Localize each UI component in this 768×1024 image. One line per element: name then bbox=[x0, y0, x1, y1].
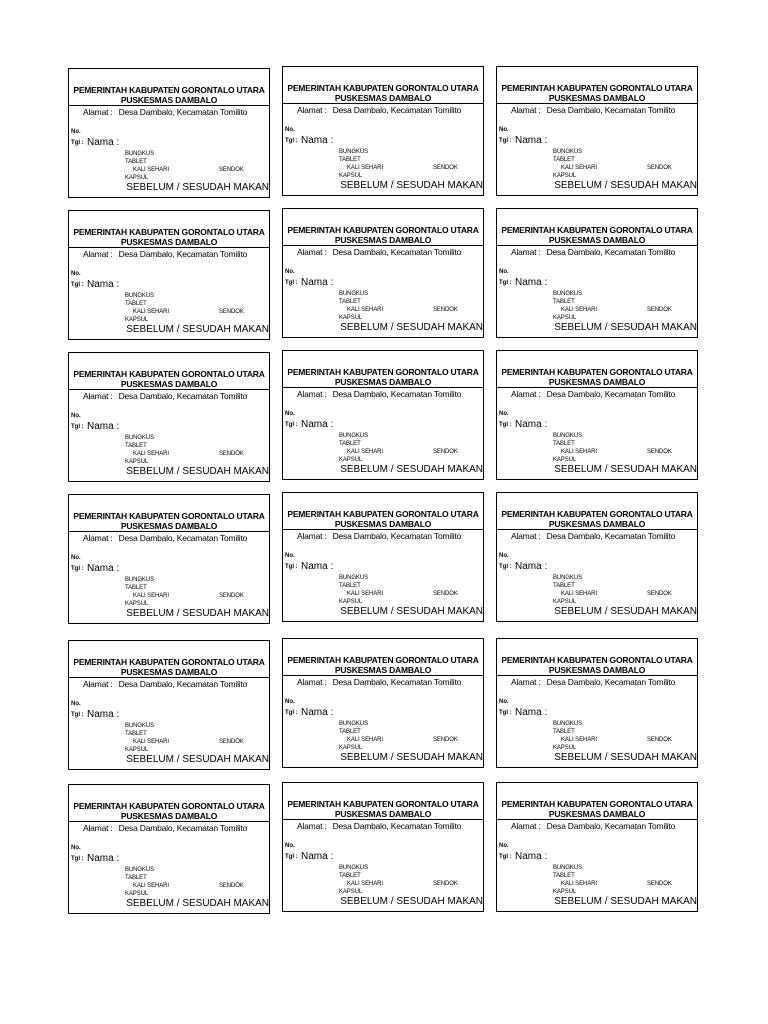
meal-time-text: SEBELUM / SESUDAH MAKAN bbox=[554, 322, 697, 333]
clinic-name: PUSKESMAS DAMBALO bbox=[334, 93, 432, 103]
times-per-day-text: KALI SEHARI bbox=[347, 307, 383, 313]
times-per-day-text: KALI SEHARI bbox=[561, 307, 597, 313]
times-per-day-text: KALI SEHARI bbox=[561, 881, 597, 887]
clinic-name: PUSKESMAS DAMBALO bbox=[548, 519, 646, 529]
date-label: Tgl : bbox=[71, 566, 84, 572]
address-line bbox=[511, 821, 675, 831]
capsule-text: KAPSUL bbox=[125, 317, 149, 323]
medicine-label bbox=[68, 494, 270, 624]
number-label: No. bbox=[499, 127, 509, 133]
patient-name-label: Nama : bbox=[87, 421, 120, 432]
address-label: Alamat : bbox=[511, 531, 541, 541]
meal-time-text: SEBELUM / SESUDAH MAKAN bbox=[554, 606, 697, 617]
header-divider bbox=[283, 529, 483, 530]
medicine-label bbox=[282, 66, 484, 196]
number-label: No. bbox=[285, 553, 295, 559]
header-divider bbox=[69, 821, 269, 822]
tablet-text: TABLET bbox=[125, 585, 147, 591]
medicine-label bbox=[496, 66, 698, 196]
tablet-text: TABLET bbox=[125, 875, 147, 881]
spoon-text: SENDOK bbox=[433, 307, 458, 313]
patient-name-label: Nama : bbox=[87, 279, 120, 290]
capsule-text: KAPSUL bbox=[339, 173, 363, 179]
capsule-text: KAPSUL bbox=[125, 747, 149, 753]
medicine-label bbox=[282, 208, 484, 338]
date-label: Tgl : bbox=[71, 140, 84, 146]
address-value: Desa Dambalo, Kecamatan Tomilito bbox=[546, 389, 676, 399]
medicine-label bbox=[282, 350, 484, 480]
address-value: Desa Dambalo, Kecamatan Tomilito bbox=[118, 249, 248, 259]
medicine-label bbox=[496, 350, 698, 480]
patient-name-label: Nama : bbox=[301, 135, 334, 146]
number-label: No. bbox=[71, 701, 81, 707]
header-divider bbox=[69, 247, 269, 248]
date-label: Tgl : bbox=[285, 422, 298, 428]
bungkus-text: BUNGKUS bbox=[125, 435, 154, 441]
spoon-text: SENDOK bbox=[433, 591, 458, 597]
number-label: No. bbox=[499, 843, 509, 849]
address-line bbox=[83, 391, 247, 401]
medicine-label bbox=[496, 782, 698, 912]
date-label: Tgl : bbox=[285, 564, 298, 570]
times-per-day-text: KALI SEHARI bbox=[347, 165, 383, 171]
patient-name-label: Nama : bbox=[515, 851, 548, 862]
meal-time-text: SEBELUM / SESUDAH MAKAN bbox=[554, 752, 697, 763]
capsule-text: KAPSUL bbox=[553, 173, 577, 179]
date-label: Tgl : bbox=[71, 424, 84, 430]
address-label: Alamat : bbox=[511, 389, 541, 399]
number-label: No. bbox=[499, 699, 509, 705]
medicine-label bbox=[282, 638, 484, 768]
address-label: Alamat : bbox=[511, 247, 541, 257]
meal-time-text: SEBELUM / SESUDAH MAKAN bbox=[340, 606, 483, 617]
clinic-name: PUSKESMAS DAMBALO bbox=[334, 665, 432, 675]
medicine-label bbox=[282, 492, 484, 622]
patient-name-label: Nama : bbox=[515, 419, 548, 430]
address-value: Desa Dambalo, Kecamatan Tomilito bbox=[332, 677, 462, 687]
medicine-label bbox=[68, 68, 270, 198]
number-label: No. bbox=[285, 269, 295, 275]
medicine-label bbox=[496, 492, 698, 622]
times-per-day-text: KALI SEHARI bbox=[561, 165, 597, 171]
capsule-text: KAPSUL bbox=[339, 745, 363, 751]
address-label: Alamat : bbox=[83, 823, 113, 833]
capsule-text: KAPSUL bbox=[339, 457, 363, 463]
times-per-day-text: KALI SEHARI bbox=[347, 591, 383, 597]
number-label: No. bbox=[71, 129, 81, 135]
header-divider bbox=[497, 675, 697, 676]
government-name: PEMERINTAH KABUPATEN GORONTALO UTARA bbox=[287, 225, 479, 235]
address-line bbox=[297, 821, 461, 831]
tablet-text: TABLET bbox=[339, 729, 361, 735]
header-divider bbox=[283, 387, 483, 388]
number-label: No. bbox=[71, 555, 81, 561]
address-line bbox=[297, 389, 461, 399]
tablet-text: TABLET bbox=[553, 873, 575, 879]
meal-time-text: SEBELUM / SESUDAH MAKAN bbox=[340, 322, 483, 333]
spoon-text: SENDOK bbox=[647, 737, 672, 743]
meal-time-text: SEBELUM / SESUDAH MAKAN bbox=[554, 464, 697, 475]
clinic-name: PUSKESMAS DAMBALO bbox=[548, 809, 646, 819]
capsule-text: KAPSUL bbox=[553, 599, 577, 605]
government-name: PEMERINTAH KABUPATEN GORONTALO UTARA bbox=[501, 367, 693, 377]
address-label: Alamat : bbox=[83, 391, 113, 401]
patient-name-label: Nama : bbox=[301, 561, 334, 572]
bungkus-text: BUNGKUS bbox=[125, 151, 154, 157]
tablet-text: TABLET bbox=[125, 443, 147, 449]
address-label: Alamat : bbox=[83, 249, 113, 259]
address-line bbox=[83, 679, 247, 689]
meal-time-text: SEBELUM / SESUDAH MAKAN bbox=[340, 752, 483, 763]
header-divider bbox=[497, 103, 697, 104]
government-name: PEMERINTAH KABUPATEN GORONTALO UTARA bbox=[73, 227, 265, 237]
address-value: Desa Dambalo, Kecamatan Tomilito bbox=[118, 679, 248, 689]
bungkus-text: BUNGKUS bbox=[339, 721, 368, 727]
address-label: Alamat : bbox=[511, 821, 541, 831]
tablet-text: TABLET bbox=[125, 731, 147, 737]
address-value: Desa Dambalo, Kecamatan Tomilito bbox=[118, 823, 248, 833]
address-value: Desa Dambalo, Kecamatan Tomilito bbox=[546, 677, 676, 687]
capsule-text: KAPSUL bbox=[125, 175, 149, 181]
times-per-day-text: KALI SEHARI bbox=[133, 593, 169, 599]
medicine-label bbox=[496, 638, 698, 768]
spoon-text: SENDOK bbox=[647, 881, 672, 887]
clinic-name: PUSKESMAS DAMBALO bbox=[120, 521, 218, 531]
tablet-text: TABLET bbox=[339, 299, 361, 305]
medicine-label bbox=[282, 782, 484, 912]
number-label: No. bbox=[499, 269, 509, 275]
clinic-name: PUSKESMAS DAMBALO bbox=[548, 377, 646, 387]
meal-time-text: SEBELUM / SESUDAH MAKAN bbox=[340, 896, 483, 907]
spoon-text: SENDOK bbox=[433, 165, 458, 171]
spoon-text: SENDOK bbox=[647, 591, 672, 597]
header-divider bbox=[69, 677, 269, 678]
tablet-text: TABLET bbox=[553, 441, 575, 447]
government-name: PEMERINTAH KABUPATEN GORONTALO UTARA bbox=[73, 85, 265, 95]
tablet-text: TABLET bbox=[553, 729, 575, 735]
times-per-day-text: KALI SEHARI bbox=[561, 591, 597, 597]
bungkus-text: BUNGKUS bbox=[339, 433, 368, 439]
clinic-name: PUSKESMAS DAMBALO bbox=[548, 235, 646, 245]
spoon-text: SENDOK bbox=[647, 449, 672, 455]
government-name: PEMERINTAH KABUPATEN GORONTALO UTARA bbox=[501, 225, 693, 235]
address-label: Alamat : bbox=[83, 679, 113, 689]
government-name: PEMERINTAH KABUPATEN GORONTALO UTARA bbox=[501, 509, 693, 519]
medicine-label bbox=[68, 352, 270, 482]
meal-time-text: SEBELUM / SESUDAH MAKAN bbox=[126, 182, 269, 193]
government-name: PEMERINTAH KABUPATEN GORONTALO UTARA bbox=[501, 655, 693, 665]
clinic-name: PUSKESMAS DAMBALO bbox=[334, 809, 432, 819]
tablet-text: TABLET bbox=[339, 441, 361, 447]
patient-name-label: Nama : bbox=[515, 707, 548, 718]
bungkus-text: BUNGKUS bbox=[339, 865, 368, 871]
spoon-text: SENDOK bbox=[219, 167, 244, 173]
bungkus-text: BUNGKUS bbox=[339, 149, 368, 155]
address-label: Alamat : bbox=[511, 105, 541, 115]
times-per-day-text: KALI SEHARI bbox=[347, 449, 383, 455]
clinic-name: PUSKESMAS DAMBALO bbox=[334, 377, 432, 387]
meal-time-text: SEBELUM / SESUDAH MAKAN bbox=[126, 466, 269, 477]
address-label: Alamat : bbox=[83, 533, 113, 543]
date-label: Tgl : bbox=[285, 854, 298, 860]
date-label: Tgl : bbox=[71, 856, 84, 862]
spoon-text: SENDOK bbox=[219, 739, 244, 745]
patient-name-label: Nama : bbox=[515, 561, 548, 572]
clinic-name: PUSKESMAS DAMBALO bbox=[334, 235, 432, 245]
times-per-day-text: KALI SEHARI bbox=[561, 449, 597, 455]
patient-name-label: Nama : bbox=[515, 135, 548, 146]
tablet-text: TABLET bbox=[125, 301, 147, 307]
patient-name-label: Nama : bbox=[515, 277, 548, 288]
date-label: Tgl : bbox=[285, 710, 298, 716]
spoon-text: SENDOK bbox=[433, 449, 458, 455]
government-name: PEMERINTAH KABUPATEN GORONTALO UTARA bbox=[501, 799, 693, 809]
bungkus-text: BUNGKUS bbox=[553, 433, 582, 439]
capsule-text: KAPSUL bbox=[339, 599, 363, 605]
date-label: Tgl : bbox=[499, 280, 512, 286]
address-line bbox=[297, 677, 461, 687]
capsule-text: KAPSUL bbox=[553, 889, 577, 895]
address-value: Desa Dambalo, Kecamatan Tomilito bbox=[118, 391, 248, 401]
capsule-text: KAPSUL bbox=[125, 601, 149, 607]
capsule-text: KAPSUL bbox=[339, 889, 363, 895]
bungkus-text: BUNGKUS bbox=[125, 867, 154, 873]
header-divider bbox=[69, 531, 269, 532]
clinic-name: PUSKESMAS DAMBALO bbox=[548, 665, 646, 675]
times-per-day-text: KALI SEHARI bbox=[347, 737, 383, 743]
spoon-text: SENDOK bbox=[647, 165, 672, 171]
address-line bbox=[297, 105, 461, 115]
number-label: No. bbox=[285, 843, 295, 849]
address-line bbox=[297, 247, 461, 257]
address-line bbox=[83, 107, 247, 117]
address-value: Desa Dambalo, Kecamatan Tomilito bbox=[546, 531, 676, 541]
number-label: No. bbox=[285, 699, 295, 705]
capsule-text: KAPSUL bbox=[553, 315, 577, 321]
tablet-text: TABLET bbox=[339, 873, 361, 879]
capsule-text: KAPSUL bbox=[553, 745, 577, 751]
number-label: No. bbox=[499, 411, 509, 417]
date-label: Tgl : bbox=[499, 854, 512, 860]
address-value: Desa Dambalo, Kecamatan Tomilito bbox=[546, 105, 676, 115]
date-label: Tgl : bbox=[499, 422, 512, 428]
patient-name-label: Nama : bbox=[87, 853, 120, 864]
header-divider bbox=[69, 105, 269, 106]
meal-time-text: SEBELUM / SESUDAH MAKAN bbox=[126, 324, 269, 335]
bungkus-text: BUNGKUS bbox=[553, 721, 582, 727]
government-name: PEMERINTAH KABUPATEN GORONTALO UTARA bbox=[73, 657, 265, 667]
spoon-text: SENDOK bbox=[219, 593, 244, 599]
spoon-text: SENDOK bbox=[219, 451, 244, 457]
address-value: Desa Dambalo, Kecamatan Tomilito bbox=[332, 105, 462, 115]
address-value: Desa Dambalo, Kecamatan Tomilito bbox=[118, 533, 248, 543]
address-line bbox=[297, 531, 461, 541]
date-label: Tgl : bbox=[285, 138, 298, 144]
tablet-text: TABLET bbox=[339, 583, 361, 589]
address-line bbox=[83, 249, 247, 259]
meal-time-text: SEBELUM / SESUDAH MAKAN bbox=[340, 180, 483, 191]
header-divider bbox=[283, 103, 483, 104]
government-name: PEMERINTAH KABUPATEN GORONTALO UTARA bbox=[73, 801, 265, 811]
clinic-name: PUSKESMAS DAMBALO bbox=[120, 667, 218, 677]
patient-name-label: Nama : bbox=[301, 707, 334, 718]
clinic-name: PUSKESMAS DAMBALO bbox=[334, 519, 432, 529]
address-label: Alamat : bbox=[83, 107, 113, 117]
bungkus-text: BUNGKUS bbox=[339, 291, 368, 297]
bungkus-text: BUNGKUS bbox=[339, 575, 368, 581]
date-label: Tgl : bbox=[499, 710, 512, 716]
tablet-text: TABLET bbox=[125, 159, 147, 165]
bungkus-text: BUNGKUS bbox=[553, 149, 582, 155]
address-line bbox=[83, 533, 247, 543]
date-label: Tgl : bbox=[285, 280, 298, 286]
header-divider bbox=[497, 245, 697, 246]
date-label: Tgl : bbox=[71, 712, 84, 718]
bungkus-text: BUNGKUS bbox=[125, 293, 154, 299]
tablet-text: TABLET bbox=[553, 299, 575, 305]
header-divider bbox=[497, 529, 697, 530]
address-value: Desa Dambalo, Kecamatan Tomilito bbox=[332, 389, 462, 399]
medicine-label bbox=[68, 640, 270, 770]
patient-name-label: Nama : bbox=[87, 137, 120, 148]
tablet-text: TABLET bbox=[553, 157, 575, 163]
times-per-day-text: KALI SEHARI bbox=[561, 737, 597, 743]
capsule-text: KAPSUL bbox=[125, 891, 149, 897]
address-line bbox=[511, 677, 675, 687]
times-per-day-text: KALI SEHARI bbox=[133, 167, 169, 173]
address-line bbox=[511, 389, 675, 399]
meal-time-text: SEBELUM / SESUDAH MAKAN bbox=[126, 754, 269, 765]
patient-name-label: Nama : bbox=[301, 277, 334, 288]
date-label: Tgl : bbox=[499, 138, 512, 144]
medicine-label bbox=[496, 208, 698, 338]
number-label: No. bbox=[285, 127, 295, 133]
address-label: Alamat : bbox=[297, 821, 327, 831]
government-name: PEMERINTAH KABUPATEN GORONTALO UTARA bbox=[287, 509, 479, 519]
address-value: Desa Dambalo, Kecamatan Tomilito bbox=[332, 247, 462, 257]
tablet-text: TABLET bbox=[553, 583, 575, 589]
header-divider bbox=[497, 387, 697, 388]
capsule-text: KAPSUL bbox=[339, 315, 363, 321]
patient-name-label: Nama : bbox=[87, 709, 120, 720]
government-name: PEMERINTAH KABUPATEN GORONTALO UTARA bbox=[73, 511, 265, 521]
header-divider bbox=[497, 819, 697, 820]
number-label: No. bbox=[499, 553, 509, 559]
bungkus-text: BUNGKUS bbox=[553, 291, 582, 297]
meal-time-text: SEBELUM / SESUDAH MAKAN bbox=[126, 898, 269, 909]
medicine-label bbox=[68, 784, 270, 914]
address-value: Desa Dambalo, Kecamatan Tomilito bbox=[332, 821, 462, 831]
number-label: No. bbox=[285, 411, 295, 417]
government-name: PEMERINTAH KABUPATEN GORONTALO UTARA bbox=[287, 799, 479, 809]
government-name: PEMERINTAH KABUPATEN GORONTALO UTARA bbox=[287, 83, 479, 93]
address-value: Desa Dambalo, Kecamatan Tomilito bbox=[118, 107, 248, 117]
government-name: PEMERINTAH KABUPATEN GORONTALO UTARA bbox=[287, 655, 479, 665]
meal-time-text: SEBELUM / SESUDAH MAKAN bbox=[340, 464, 483, 475]
spoon-text: SENDOK bbox=[433, 737, 458, 743]
meal-time-text: SEBELUM / SESUDAH MAKAN bbox=[554, 896, 697, 907]
address-value: Desa Dambalo, Kecamatan Tomilito bbox=[332, 531, 462, 541]
bungkus-text: BUNGKUS bbox=[553, 865, 582, 871]
number-label: No. bbox=[71, 845, 81, 851]
address-line bbox=[83, 823, 247, 833]
address-label: Alamat : bbox=[511, 677, 541, 687]
number-label: No. bbox=[71, 413, 81, 419]
header-divider bbox=[283, 245, 483, 246]
times-per-day-text: KALI SEHARI bbox=[133, 883, 169, 889]
clinic-name: PUSKESMAS DAMBALO bbox=[548, 93, 646, 103]
patient-name-label: Nama : bbox=[301, 851, 334, 862]
clinic-name: PUSKESMAS DAMBALO bbox=[120, 811, 218, 821]
header-divider bbox=[283, 819, 483, 820]
address-label: Alamat : bbox=[297, 247, 327, 257]
spoon-text: SENDOK bbox=[647, 307, 672, 313]
date-label: Tgl : bbox=[71, 282, 84, 288]
clinic-name: PUSKESMAS DAMBALO bbox=[120, 237, 218, 247]
patient-name-label: Nama : bbox=[301, 419, 334, 430]
bungkus-text: BUNGKUS bbox=[125, 723, 154, 729]
date-label: Tgl : bbox=[499, 564, 512, 570]
address-label: Alamat : bbox=[297, 105, 327, 115]
medicine-label bbox=[68, 210, 270, 340]
meal-time-text: SEBELUM / SESUDAH MAKAN bbox=[554, 180, 697, 191]
bungkus-text: BUNGKUS bbox=[125, 577, 154, 583]
address-line bbox=[511, 531, 675, 541]
address-value: Desa Dambalo, Kecamatan Tomilito bbox=[546, 247, 676, 257]
times-per-day-text: KALI SEHARI bbox=[133, 309, 169, 315]
bungkus-text: BUNGKUS bbox=[553, 575, 582, 581]
government-name: PEMERINTAH KABUPATEN GORONTALO UTARA bbox=[287, 367, 479, 377]
header-divider bbox=[283, 675, 483, 676]
capsule-text: KAPSUL bbox=[125, 459, 149, 465]
number-label: No. bbox=[71, 271, 81, 277]
government-name: PEMERINTAH KABUPATEN GORONTALO UTARA bbox=[501, 83, 693, 93]
spoon-text: SENDOK bbox=[219, 309, 244, 315]
address-line bbox=[511, 105, 675, 115]
tablet-text: TABLET bbox=[339, 157, 361, 163]
address-label: Alamat : bbox=[297, 531, 327, 541]
times-per-day-text: KALI SEHARI bbox=[133, 451, 169, 457]
government-name: PEMERINTAH KABUPATEN GORONTALO UTARA bbox=[73, 369, 265, 379]
address-label: Alamat : bbox=[297, 677, 327, 687]
meal-time-text: SEBELUM / SESUDAH MAKAN bbox=[126, 608, 269, 619]
spoon-text: SENDOK bbox=[433, 881, 458, 887]
clinic-name: PUSKESMAS DAMBALO bbox=[120, 379, 218, 389]
patient-name-label: Nama : bbox=[87, 563, 120, 574]
address-value: Desa Dambalo, Kecamatan Tomilito bbox=[546, 821, 676, 831]
spoon-text: SENDOK bbox=[219, 883, 244, 889]
header-divider bbox=[69, 389, 269, 390]
times-per-day-text: KALI SEHARI bbox=[347, 881, 383, 887]
address-label: Alamat : bbox=[297, 389, 327, 399]
times-per-day-text: KALI SEHARI bbox=[133, 739, 169, 745]
address-line bbox=[511, 247, 675, 257]
clinic-name: PUSKESMAS DAMBALO bbox=[120, 95, 218, 105]
capsule-text: KAPSUL bbox=[553, 457, 577, 463]
